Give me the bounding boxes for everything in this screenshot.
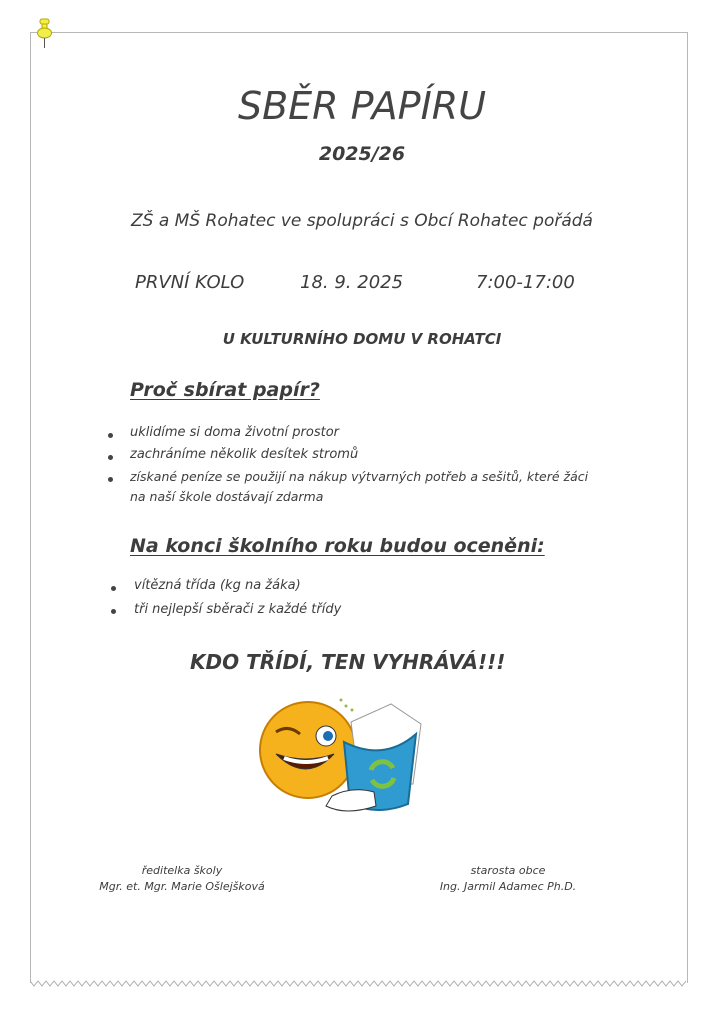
why-item: zachráníme několik desítek stromů [130, 447, 359, 462]
why-item: získané peníze se použijí na nákup výtvarných potřeb a sešitů, které žáci [130, 469, 589, 484]
event-location: U KULTURNÍHO DOMU V ROHATCI [222, 330, 502, 348]
signature-role: ředitelka školy [141, 864, 223, 877]
awards-heading: Na konci školního roku budou oceněni: [130, 535, 545, 557]
signature-name: Mgr. et. Mgr. Marie Ošlejšková [99, 880, 265, 893]
bullet-icon [108, 455, 113, 460]
page-title: SBĚR PAPÍRU [237, 84, 487, 128]
event-date: 18. 9. 2025 [300, 272, 404, 293]
bullet-icon [111, 586, 116, 591]
school-year: 2025/26 [318, 143, 406, 165]
signature-name: Ing. Jarmil Adamec Ph.D. [439, 880, 577, 893]
event-time: 7:00-17:00 [476, 272, 575, 293]
signature-role: starosta obce [470, 864, 546, 877]
organizer-line: ZŠ a MŠ Rohatec ve spolupráci s Obcí Rohatec pořádá [131, 211, 593, 231]
bullet-icon [108, 433, 113, 438]
why-item-continuation: na naší škole dostávají zdarma [130, 489, 324, 504]
page-frame [30, 32, 688, 983]
award-item: tři nejlepší sběrači z každé třídy [134, 602, 342, 617]
bullet-icon [111, 609, 116, 614]
pushpin-icon [34, 18, 56, 50]
why-heading: Proč sbírat papír? [130, 379, 320, 401]
event-round: PRVNÍ KOLO [135, 272, 245, 293]
smiley-recycling-illustration [256, 692, 426, 820]
bullet-icon [108, 477, 113, 482]
why-item: uklidíme si doma životní prostor [130, 425, 340, 440]
slogan: KDO TŘÍDÍ, TEN VYHRÁVÁ!!! [190, 650, 506, 674]
award-item: vítězná třída (kg na žáka) [134, 578, 301, 593]
torn-edge [30, 978, 688, 988]
